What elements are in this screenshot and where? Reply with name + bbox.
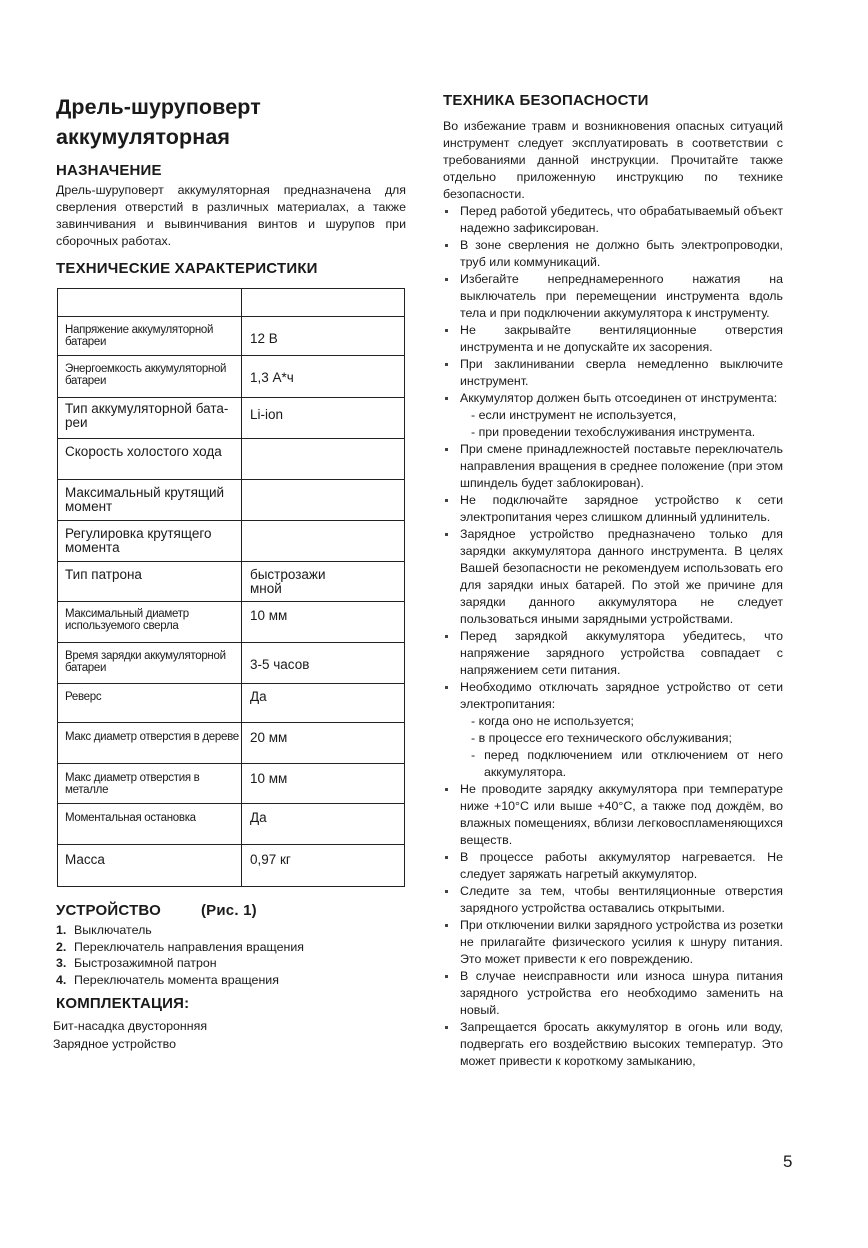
table-row <box>58 439 405 480</box>
list-item: Избегайте непреднамеренного нажатия на выключатель при перемещении инструмента вдоль тела и при подключении аккумулятора к инструменту. <box>443 271 783 322</box>
table-row <box>58 602 405 643</box>
table-row <box>58 356 405 398</box>
list-item: 3. Быстрозажимной патрон <box>56 956 217 970</box>
table-row <box>58 723 405 764</box>
bullet-icon <box>445 278 448 281</box>
spec-key: Время зарядки аккумуляторной батареи <box>65 650 226 674</box>
spec-value: 12 В <box>250 331 278 346</box>
spec-value: Да <box>250 689 267 704</box>
bullet-icon <box>445 533 448 536</box>
sub-list-item: - при проведении техобслуживания инструмента. <box>471 425 756 439</box>
list-item: При заклинивании сверла немедленно выключите инструмент. <box>443 356 783 390</box>
spec-key: Тип аккумуляторной бата- реи <box>65 401 229 430</box>
sub-list-item: - в процессе его технического обслуживания; <box>471 731 732 745</box>
bullet-icon <box>445 244 448 247</box>
list-item: Не закрывайте вентиляционные отверстия инструмента и не допускайте их засорения. <box>443 322 783 356</box>
bullet-icon <box>445 1026 448 1029</box>
device-parts-list <box>56 922 406 988</box>
table-row <box>58 764 405 804</box>
figure-reference: (Рис. 1) <box>200 902 257 919</box>
kit-heading: КОМПЛЕКТАЦИЯ: <box>56 995 190 1012</box>
list-item: При смене принадлежностей поставьте переключатель направления вращения в среднее положение (при этом шпиндель будет заблокирован). <box>443 441 783 492</box>
spec-value: 10 мм <box>250 608 288 623</box>
spec-key: Скорость холостого хода <box>65 444 222 459</box>
safety-heading: ТЕХНИКА БЕЗОПАСНОСТИ <box>443 92 649 109</box>
list-item: 1. Выключатель <box>56 923 152 937</box>
list-item: Запрещается бросать аккумулятор в огонь или воду, подвергать его воздействию высоких температур. Это может привести к короткому замыканию, <box>443 1019 783 1070</box>
list-item: В процессе работы аккумулятор нагревается. Не следует заряжать нагретый аккумулятор. <box>443 849 783 883</box>
bullet-icon <box>445 329 448 332</box>
spec-key: Макс диаметр отверстия в дереве <box>65 731 239 743</box>
sub-list <box>460 407 783 441</box>
specs-section <box>56 260 406 278</box>
purpose-heading: НАЗНАЧЕНИЕ <box>56 162 162 179</box>
spec-value: быстрозажимной <box>250 567 326 596</box>
list-item: Необходимо отключать зарядное устройство от сети электропитания: - когда оно не используется; - в процессе его технического обслуживания; - перед подключением или отключением от него аккумулятора. <box>443 679 783 781</box>
spec-key: Регулировка крутящего момента <box>65 526 212 555</box>
table-row <box>58 317 405 356</box>
bullet-icon <box>445 635 448 638</box>
spec-value: Да <box>250 810 267 825</box>
spec-value: 1,3 А*ч <box>250 370 294 385</box>
spec-key: Макс диаметр отверстия в металле <box>65 772 200 796</box>
header-cell <box>242 289 405 317</box>
left-column <box>56 92 406 278</box>
table-row <box>58 521 405 562</box>
table-header-row <box>58 289 405 317</box>
purpose-section <box>56 162 406 250</box>
sub-list-item: - когда оно не используется; <box>471 714 634 728</box>
spec-key: Напряжение аккумуляторной батареи <box>65 324 214 348</box>
bullet-icon <box>445 499 448 502</box>
list-item: Не подключайте зарядное устройство к сети электропитания через слишком длинный удлинитель. <box>443 492 783 526</box>
spec-value: Li-ion <box>250 407 284 422</box>
sub-list-item: - если инструмент не используется, <box>471 408 677 422</box>
sub-list-item: - перед подключением или отключением от него аккумулятора. <box>471 748 783 779</box>
bullet-icon <box>445 788 448 791</box>
table-row <box>58 480 405 521</box>
table-row <box>58 845 405 887</box>
spec-key: Энергоемкость аккумуляторной батареи <box>65 363 227 387</box>
device-heading <box>56 902 406 920</box>
spec-key: Тип патрона <box>65 567 142 582</box>
spec-value: 3-5 часов <box>250 657 310 672</box>
bullet-icon <box>445 448 448 451</box>
table-row <box>58 804 405 845</box>
table-row <box>58 398 405 439</box>
bullet-icon <box>445 686 448 689</box>
device-heading-text: УСТРОЙСТВО <box>56 902 161 919</box>
header-cell <box>58 289 242 317</box>
specs-table <box>57 288 405 887</box>
list-item: 2. Переключатель направления вращения <box>56 939 304 954</box>
kit-section <box>53 995 403 1053</box>
list-item: При отключении вилки зарядного устройства из розетки не прилагайте физического усилия к шнуру питания. Это может привести к его повреждению. <box>443 917 783 968</box>
bullet-icon <box>445 924 448 927</box>
table-row <box>58 643 405 684</box>
spec-key: Масса <box>65 852 105 867</box>
safety-section <box>443 92 783 1070</box>
list-item: Аккумулятор должен быть отсоединен от инструмента: - если инструмент не используется, - при проведении техобслуживания инструмента. <box>443 390 783 441</box>
spec-value: 0,97 кг <box>250 852 291 867</box>
document-title <box>56 92 406 152</box>
spec-key: Максимальный крутящий момент <box>65 485 225 514</box>
bullet-icon <box>445 856 448 859</box>
list-item: Перед зарядкой аккумулятора убедитесь, что напряжение зарядного устройства совпадает с напряжением сети питания. <box>443 628 783 679</box>
bullet-icon <box>445 210 448 213</box>
table-row <box>58 684 405 723</box>
spec-value <box>250 521 404 531</box>
list-item: Следите за тем, чтобы вентиляционные отверстия зарядного устройства оставались открытыми. <box>443 883 783 917</box>
bullet-icon <box>445 397 448 400</box>
spec-key: Реверс <box>65 691 102 703</box>
list-item: В случае неисправности или износа шнура питания зарядного устройства его необходимо заменить на новый. <box>443 968 783 1019</box>
kit-item: Бит-насадка двусторонняя <box>53 1019 208 1033</box>
list-item: Перед работой убедитесь, что обрабатываемый объект надежно зафиксирован. <box>443 203 783 237</box>
list-item: 4. Переключатель момента вращения <box>56 972 279 987</box>
list-item: Зарядное устройство предназначено только для зарядки аккумулятора данного инструмента. В целях Вашей безопасности не рекомендуем использовать его для зарядки иных батарей. По этой же причине для зарядки данного аккумулятора не следует пользоваться иными зарядными устройствами. <box>443 526 783 628</box>
sub-list <box>460 713 783 781</box>
spec-key: Максимальный диаметр используемого сверла <box>65 608 189 632</box>
spec-value <box>250 439 404 449</box>
title-line-1: Дрель-шуруповерт <box>56 95 261 119</box>
list-item: Не проводите зарядку аккумулятора при температуре ниже +10°С или выше +40°С, а также под дождём, во влажных помещениях, вблизи легковоспламеняющихся веществ. <box>443 781 783 849</box>
specs-heading: ТЕХНИЧЕСКИЕ ХАРАКТЕРИСТИКИ <box>56 260 318 277</box>
spec-key: Моментальная остановка <box>65 812 196 824</box>
spec-value: 10 мм <box>250 771 288 786</box>
bullet-icon <box>445 363 448 366</box>
title-line-2: аккумуляторная <box>56 125 231 149</box>
safety-list <box>443 203 783 1070</box>
kit-item: Зарядное устройство <box>53 1037 176 1051</box>
spec-value <box>250 480 404 490</box>
page-number: 5 <box>783 1152 793 1171</box>
table-row <box>58 562 405 602</box>
device-section <box>56 902 406 988</box>
safety-intro: Во избежание травм и возникновения опасных ситуаций инструмент следует эксплуатировать в соответствии с требованиями данной инструкции. Прочитайте также отдельно приложенную инструкцию по технике безопасности. <box>443 119 783 201</box>
list-item: В зоне сверления не должно быть электропроводки, труб или коммуникаций. <box>443 237 783 271</box>
purpose-text: Дрель-шуруповерт аккумуляторная предназначена для сверления отверстий в различных материалах, а также завинчивания и вывинчивания винтов и шурупов при сборочных работах. <box>56 183 406 248</box>
spec-value: 20 мм <box>250 730 288 745</box>
bullet-icon <box>445 975 448 978</box>
bullet-icon <box>445 890 448 893</box>
